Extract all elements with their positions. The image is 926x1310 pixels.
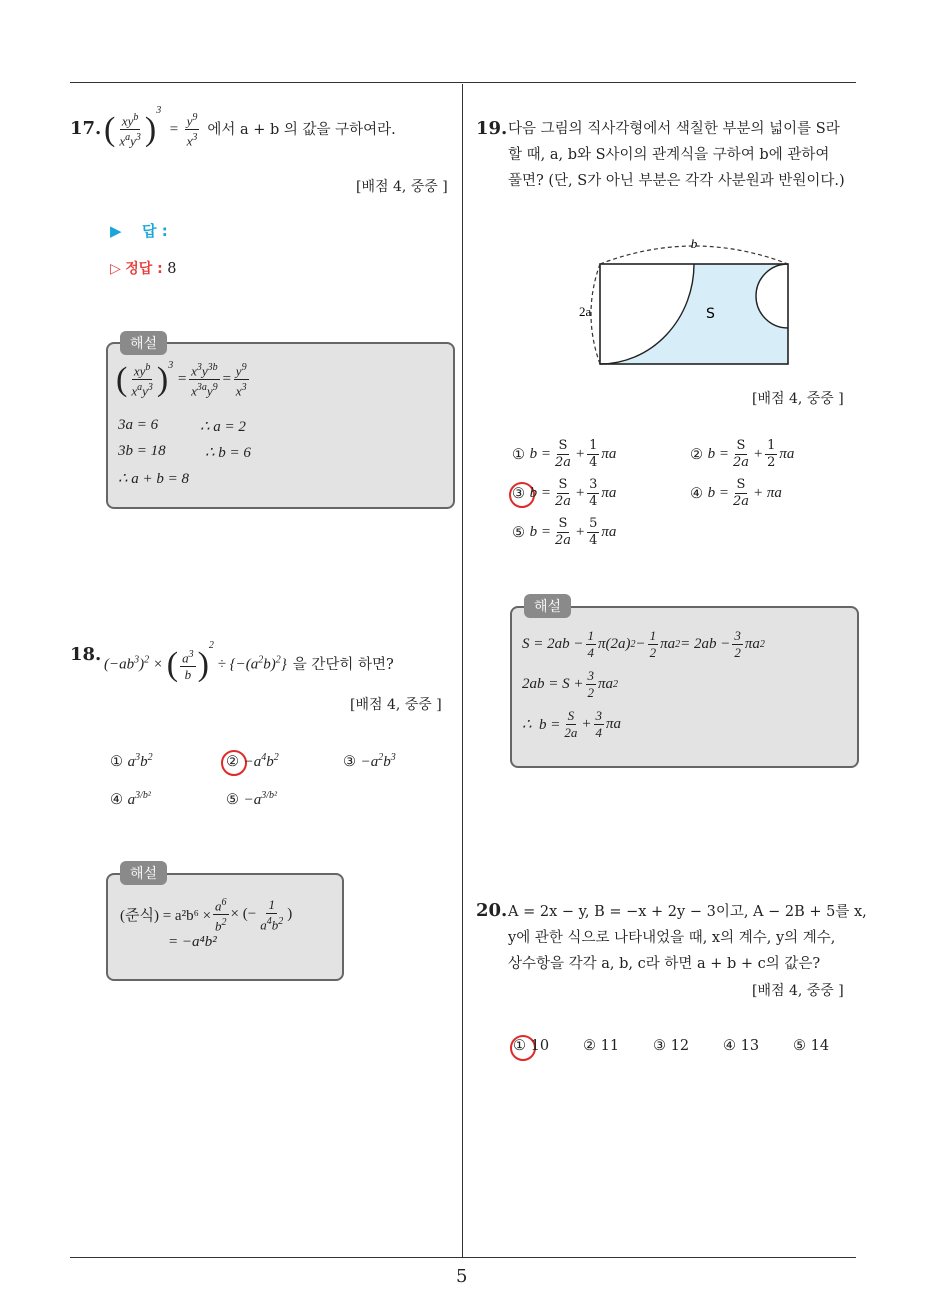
choice-4[interactable]: ④ 13: [723, 1038, 760, 1054]
question-19-text-line: 다음 그림의 직사각형에서 색칠한 부분의 넓이를 S라: [508, 121, 840, 137]
solution-line: ∴ b = 6: [205, 445, 251, 461]
question-17-solution-label: 해설: [120, 331, 167, 355]
choice-3[interactable]: ③ $-a^2b^3$: [343, 752, 396, 770]
question-19-number: 19.: [476, 118, 508, 139]
question-20-text-line: 상수항을 각각 a, b, c라 하면 a + b + c의 값은?: [508, 956, 821, 972]
question-19-text-line: 할 때, a, b와 S사이의 관계식을 구하여 b에 관하여: [508, 147, 830, 163]
bottom-rule: [70, 1257, 856, 1258]
question-18-solution-label: 해설: [120, 861, 167, 885]
choice-2[interactable]: ② $-a^4b^2$: [226, 752, 279, 770]
answer-label: 답 :: [142, 222, 168, 240]
solution-line: ∴ a + b = 8: [118, 471, 190, 487]
play-icon: ▶: [110, 222, 122, 240]
question-17-meta: [배점 4, 중중 ]: [356, 179, 448, 195]
page-number: 5: [456, 1266, 468, 1287]
solution-line: = −a⁴b²: [168, 934, 217, 950]
question-18-text: 을 간단히 하면?: [292, 657, 394, 673]
solution-line: ∴ a = 2: [200, 419, 246, 435]
question-17-number: 17.: [70, 118, 102, 139]
question-19-text-line: 풀면? (단, S가 아닌 부분은 각각 사분원과 반원이다.): [508, 173, 845, 189]
question-18-solution-eq: (준식) = a²b⁶ × $\frac{a^6}{b^2}$ × (− $\frac{1}{a^4b^2}$ ): [120, 896, 293, 934]
top-rule: [70, 82, 856, 83]
column-divider: [462, 84, 463, 1258]
correct-answer-row: [110, 256, 176, 282]
question-17-solution-eq: ( $\frac{xy^b}{x^ay^3}$ ) $^3$ = $\frac{x^3y^{3b}}{x^{3a}y^9}$ = $\frac{y^9}{x^3}$: [116, 360, 247, 399]
question-20-meta: [배점 4, 중중 ]: [752, 983, 844, 999]
question-19-solution-eq2: 2ab = S + $\frac{3}{2}$ πa 2: [522, 668, 619, 700]
question-17-text: 에서 a + b 의 값을 구하여라.: [207, 121, 396, 138]
label-2a: 2a: [579, 304, 592, 319]
question-20-text-line: y에 관한 식으로 나타내었을 때, x의 계수, y의 계수,: [508, 930, 836, 946]
question-18-number: 18.: [70, 644, 102, 665]
question-20-number: 20.: [476, 900, 508, 921]
question-19-solution-eq1: S = 2ab − $\frac{1}{4}$ π(2a) 2 − $\frac{1}{2}$ πa 2 = 2ab − $\frac{3}{2}$ πa 2: [522, 628, 765, 660]
choice-4[interactable]: ④ b = $\frac{S}{2a}$ + πa: [690, 477, 782, 509]
question-18-expression: $(-ab^3)^2$ × ( $\frac{a^3}{b}$ )$^2 \div \{-(a^2b)^2\}$ 을 간단히 하면?: [104, 640, 394, 683]
question-17-expression: ( $\frac{xy^b}{x^ay^3}$ )$^3$ = $\frac{y^9}{x^3}$ 에서 a + b 의 값을 구하여라.: [104, 105, 396, 149]
choice-5[interactable]: ⑤ 14: [793, 1038, 830, 1054]
question-18-meta: [배점 4, 중중 ]: [350, 697, 442, 713]
choice-1[interactable]: ① 10: [513, 1038, 550, 1054]
solution-line: 3a = 6: [118, 417, 159, 433]
choice-2[interactable]: ② 11: [583, 1038, 620, 1054]
label-S: S: [706, 306, 715, 322]
answer-row: [110, 220, 168, 241]
question-19-solution-eq3: ∴ b = $\frac{S}{2a}$ + $\frac{3}{4}$ πa: [522, 708, 622, 740]
choice-3[interactable]: ③ 12: [653, 1038, 690, 1054]
shaded-region: [600, 264, 788, 364]
label-b: b: [690, 236, 698, 251]
solution-line: 3b = 18: [118, 443, 166, 459]
choice-1[interactable]: ① $a^3b^2$: [110, 752, 153, 770]
dimension-2a-arc: [591, 264, 600, 364]
rectangle-figure: [570, 232, 810, 372]
question-19-meta: [배점 4, 중중 ]: [752, 391, 844, 407]
choice-1[interactable]: ① b = $\frac{S}{2a}$ + $\frac{1}{4}$ πa: [512, 438, 617, 470]
choice-3[interactable]: ③ b = $\frac{S}{2a}$ + $\frac{3}{4}$ πa: [512, 477, 617, 509]
question-20-text-line: A = 2x − y, B = −x + 2y − 3이고, A − 2B + 5를 x,: [508, 904, 867, 920]
choice-2[interactable]: ② b = $\frac{S}{2a}$ + $\frac{1}{2}$ πa: [690, 438, 795, 470]
triangle-outline-icon: ▷: [110, 261, 121, 277]
choice-5[interactable]: ⑤ $-a^{3/b^2}$: [226, 790, 278, 808]
choice-5[interactable]: ⑤ b = $\frac{S}{2a}$ + $\frac{5}{4}$ πa: [512, 516, 617, 548]
question-19-solution-label: 해설: [524, 594, 571, 618]
correct-answer-label: 정답 :: [125, 261, 163, 277]
choice-4[interactable]: ④ $a^{3/b^2}$: [110, 790, 151, 808]
solution-line: (준식) = a²b⁶ ×: [120, 908, 212, 925]
correct-answer-value: 8: [167, 261, 177, 277]
